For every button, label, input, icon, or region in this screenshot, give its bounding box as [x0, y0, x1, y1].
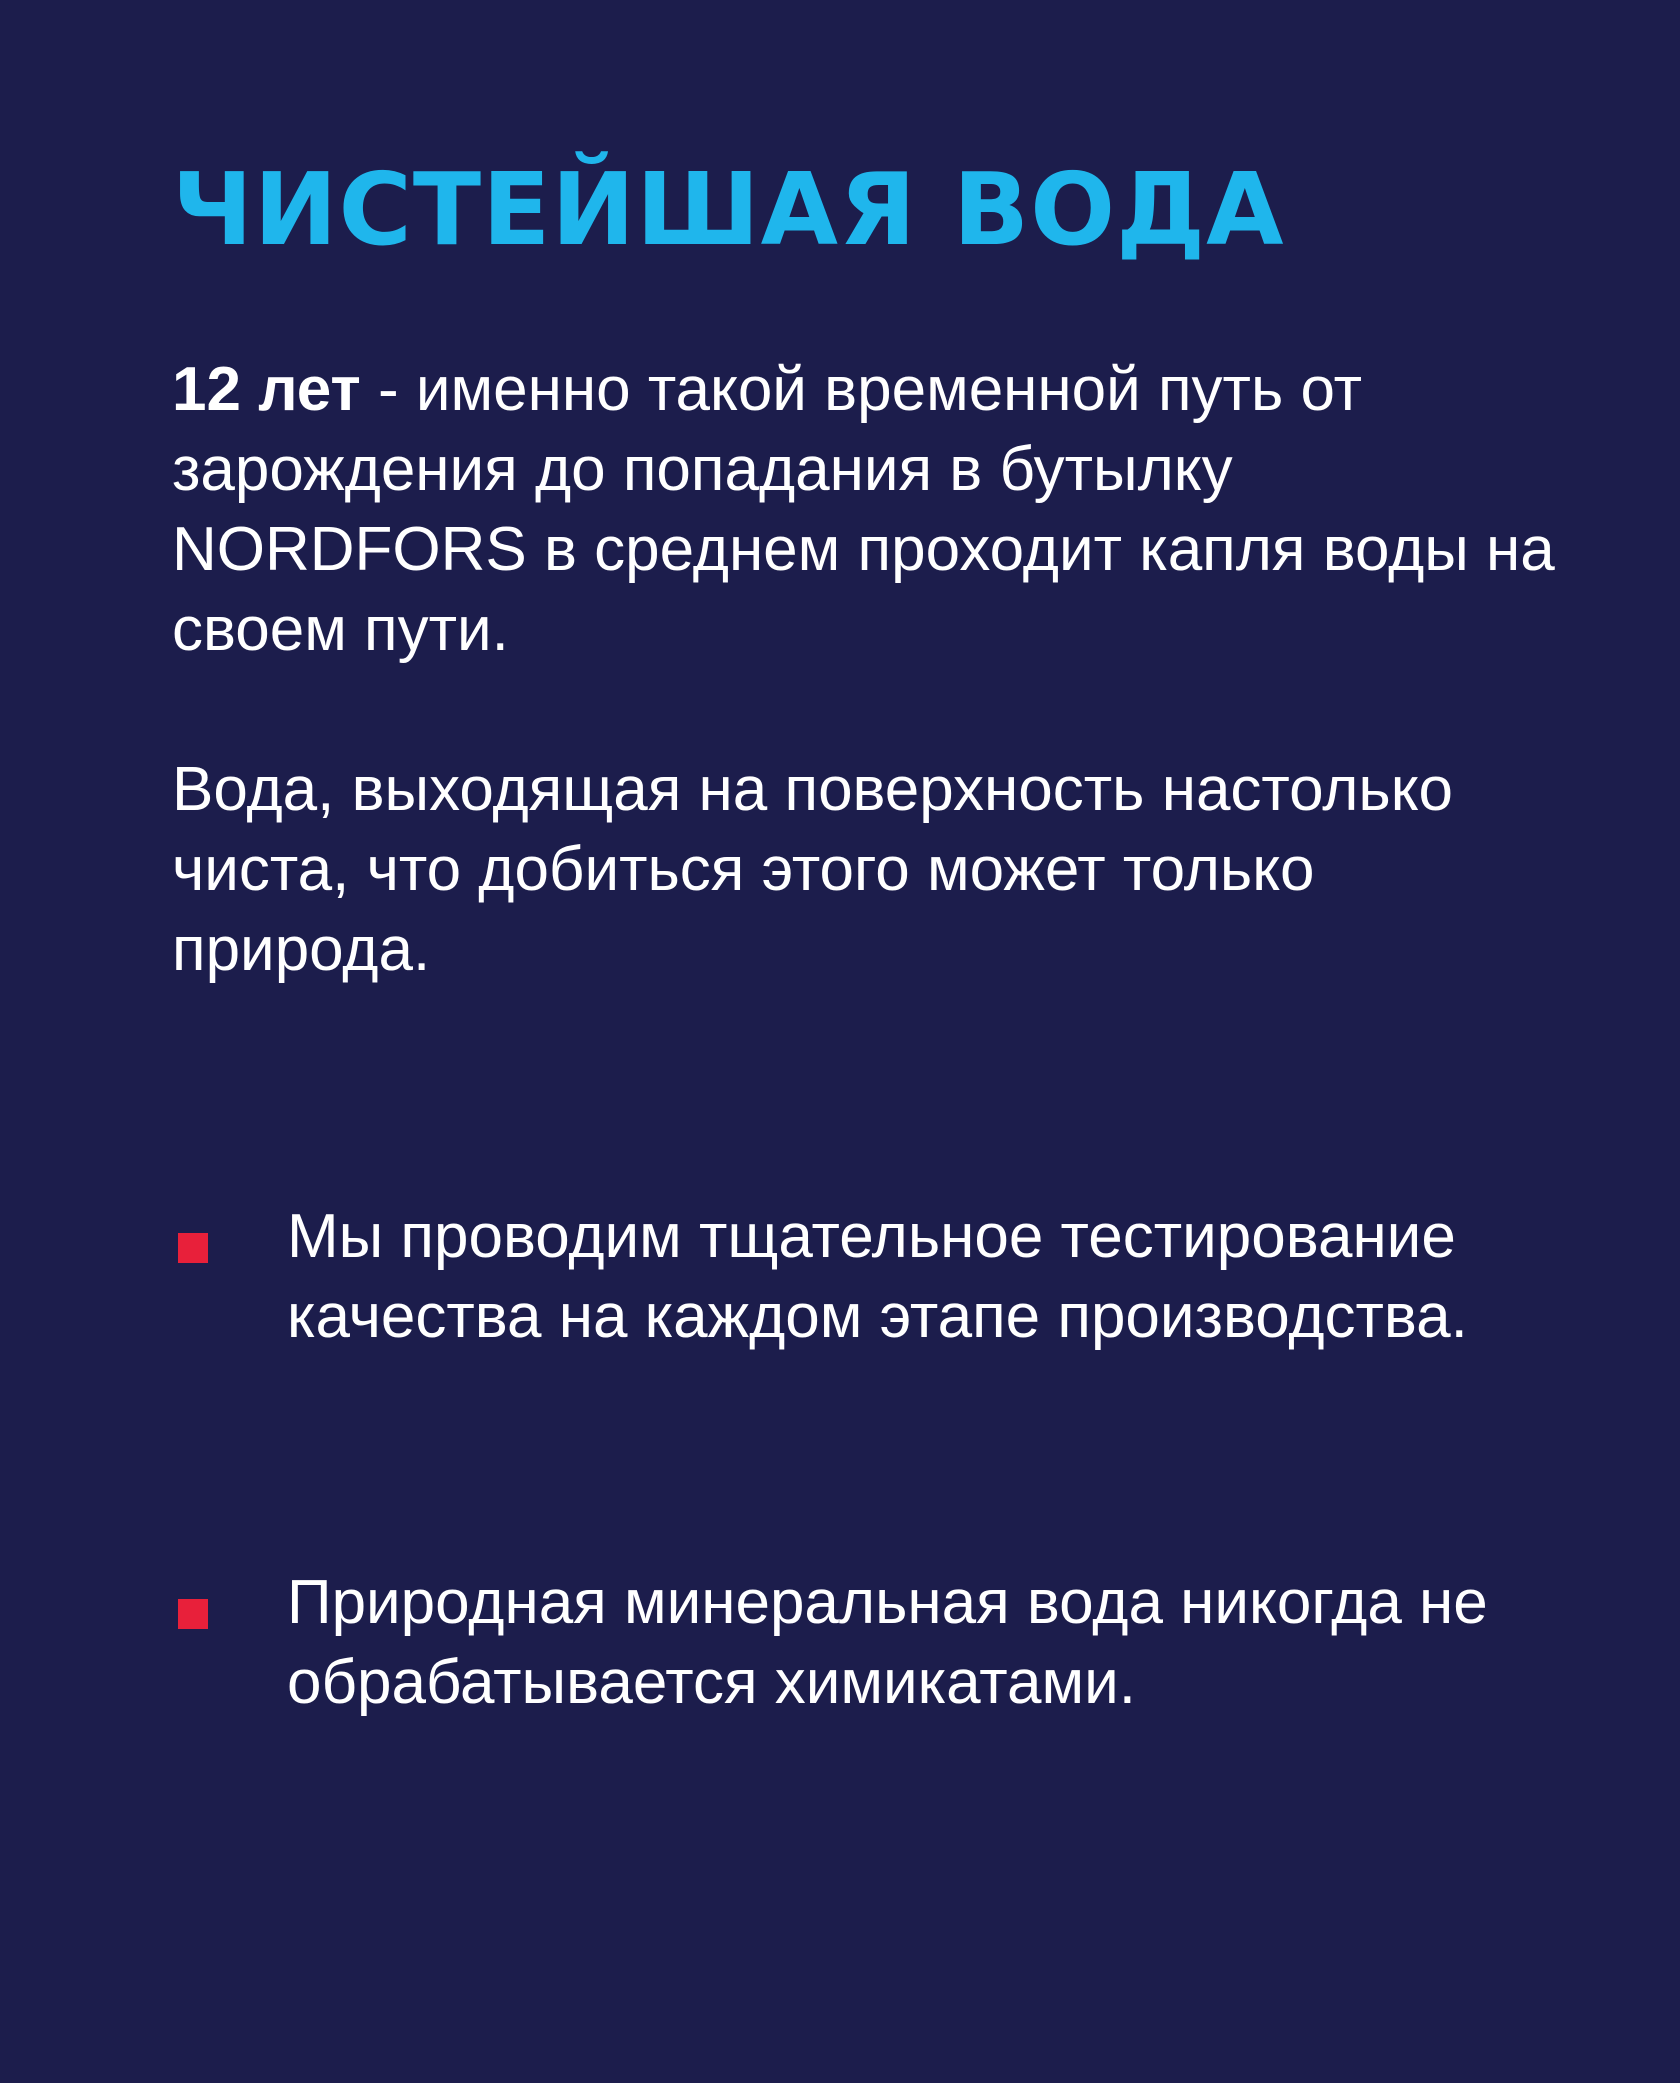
intro-text: - именно такой временной путь от зарождения до попадания в бутылку NORDFORS в среднем проходит капля воды на своем пути.: [172, 355, 1555, 664]
intro-paragraph: [172, 350, 1602, 670]
square-bullet-icon: [178, 1233, 208, 1263]
list-item-text: Мы проводим тщательное тестирование качества на каждом этапе производства.: [287, 1202, 1468, 1351]
intro-highlight: 12 лет: [172, 355, 361, 424]
square-bullet-icon: [178, 1599, 208, 1629]
page-title: ЧИСТЕЙШАЯ ВОДА: [172, 151, 1285, 268]
body-paragraph: Вода, выходящая на поверхность настолько чиста, что добиться этого может только природа.: [172, 755, 1454, 984]
list-item-text: Природная минеральная вода никогда не обрабатывается химикатами.: [287, 1568, 1488, 1717]
